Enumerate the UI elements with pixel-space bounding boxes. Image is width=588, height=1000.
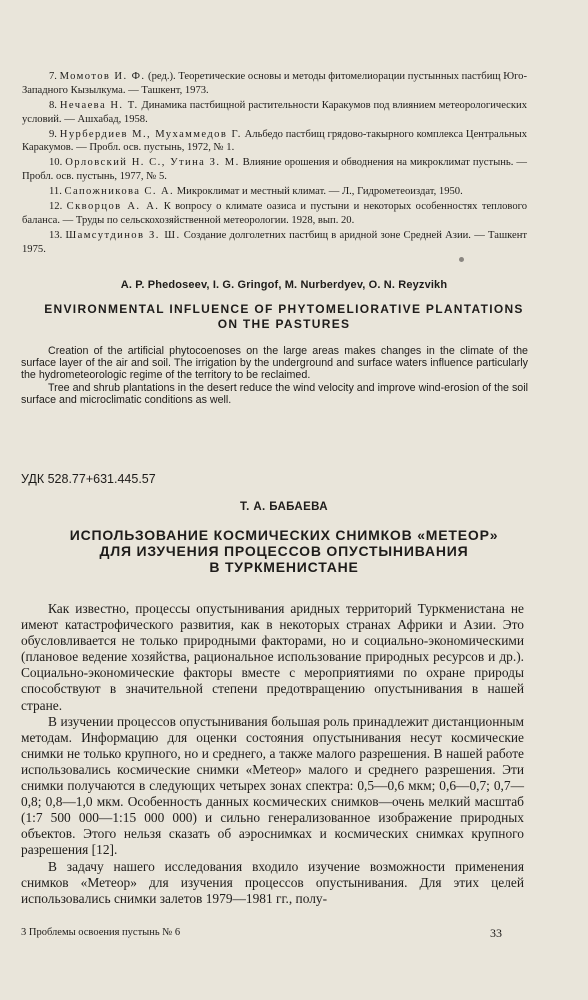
reference-text: (ред.). Теоретические основы и методы фитомелиорации пустынных пастбищ Юго-Западного Кызылкума. — Ташкент, 1973.: [22, 71, 527, 96]
reference-number: 11.: [49, 186, 62, 198]
reference-number: 10.: [49, 157, 63, 169]
print-speck: [459, 257, 464, 262]
reference-text: Влияние орошения и обводнения на микроклимат пустынь. — Пробл. осв. пустынь, 1977, № 5.: [22, 157, 527, 183]
reference-number: 13.: [49, 230, 63, 242]
body-paragraph: В изучении процессов опустынивания большая роль принадлежит дистанционным методам. Информацию для оценки состояния опустынивания несут космические снимки не только крупного, но и среднего, а также малого разрешения. В нашей работе использовались космические снимки «Метеор» малого и среднего разрешения. Эти снимки получаются в следующих четырех зонах спектра: 0,5—0,6 мкм; 0,6—0,7; 0,7—0,8; 0,8—1,0 мкм. Особенность данных космических снимков—очень мелкий масштаб (1:7 500 000—1:15 000 000) и сильно генерализованное изображение природных объектов. Этого нельзя сказать об аэроснимках и космических снимках крупного разрешения [12].: [21, 713, 524, 858]
reference-item: [22, 200, 527, 227]
footer-signature: 3 Проблемы освоения пустынь № 6: [21, 927, 181, 938]
article-title: [20, 527, 548, 575]
reference-number: 9.: [49, 128, 57, 140]
reference-author: Нечаева Н. Т.: [59, 99, 139, 111]
reference-item: [22, 229, 527, 256]
reference-item: [22, 156, 527, 183]
udk-code: УДК 528.77+631.445.57: [21, 472, 156, 486]
english-authors: A. P. Phedoseev, I. G. Gringof, M. Nurberdyev, O. N. Reyzvikh: [120, 279, 448, 291]
english-title-line: ON THE PASTURES: [217, 317, 351, 331]
reference-text: Альбедо пастбищ грядово-такырного комплекса Центральных Каракумов. — Пробл. осв. пустынь, 1972, № 1.: [22, 128, 527, 154]
reference-number: 12.: [49, 201, 63, 213]
reference-text: Микроклимат и местный климат. — Л., Гидрометеоиздат, 1950.: [174, 186, 463, 198]
reference-number: 7.: [49, 71, 57, 82]
english-title: [20, 302, 548, 332]
body-paragraph: В задачу нашего исследования входило изучение возможности применения снимков «Метеор» для изучения процессов опустынивания. Для этих целей использовались снимки залетов 1979—1981 гг., полу-: [21, 858, 524, 906]
reference-author: Скворцов А. А.: [66, 201, 160, 213]
abstract-paragraph: Tree and shrub plantations in the desert reduce the wind velocity and improve wind-erosion of the soil surface and microclimatic conditions as well.: [21, 382, 528, 407]
reference-item: [22, 99, 527, 126]
english-title-line: ENVIRONMENTAL INFLUENCE OF PHYTOMELIORATIVE PLANTATIONS: [44, 302, 524, 316]
body-paragraph: Как известно, процессы опустынивания аридных территорий Туркменистана не имеют катастрофического развития, как в некоторых странах Африки и Азии. Это обусловливается не только природными факторами, но и социально-экономическими (плановое ведение хозяйства, рациональное использование природных ресурсов и др.). Социально-экономические факторы вместе с мероприятиями по охране природы способствуют в значительной степени предотвращению опустынивания в нашей стране.: [21, 601, 524, 713]
reference-text: Создание долголетних пастбищ в аридной зоне Средней Азии. — Ташкент 1975.: [22, 230, 527, 255]
article-author: Т. А. БАБАЕВА: [240, 501, 328, 513]
english-abstract: [21, 345, 528, 407]
reference-item: [22, 185, 527, 199]
reference-author: Шамсутдинов З. Ш.: [65, 230, 181, 242]
reference-text: Динамика пастбищной растительности Каракумов под влиянием метеорологических условий. — Ашхабад, 1958.: [22, 99, 527, 125]
reference-text: К вопросу о климате оазиса и пустыни и некоторых особенностях теплового баланса. — Труды по сельскохозяйственной метеорологии. 1928, вып. 20.: [22, 201, 528, 226]
reference-author: Орловский Н. С., Утина З. М.: [65, 157, 240, 169]
reference-author: Момотов И. Ф.: [59, 71, 146, 82]
article-body: [21, 601, 524, 907]
article-title-line: ДЛЯ ИЗУЧЕНИЯ ПРОЦЕССОВ ОПУСТЫНИВАНИЯ: [99, 543, 469, 559]
reference-item: [22, 128, 527, 155]
reference-author: Сапожникова С. А.: [64, 186, 175, 198]
reference-number: 8.: [49, 99, 57, 111]
article-title-line: ИСПОЛЬЗОВАНИЕ КОСМИЧЕСКИХ СНИМКОВ «МЕТЕОР»: [69, 527, 499, 543]
abstract-paragraph: Creation of the artificial phytocoenoses on the large areas makes changes in the climate of the surface layer of the air and soil. The irrigation by the underground and surface waters influence particularly the hydrometeorologic regime of the territory to be reclaimed.: [21, 345, 528, 382]
reference-author: Нурбердиев М., Мухаммедов Г.: [59, 128, 242, 140]
article-title-line: В ТУРКМЕНИСТАНЕ: [209, 559, 359, 575]
reference-list: [22, 70, 527, 258]
page-number: 33: [490, 926, 502, 940]
reference-item: [22, 70, 527, 97]
